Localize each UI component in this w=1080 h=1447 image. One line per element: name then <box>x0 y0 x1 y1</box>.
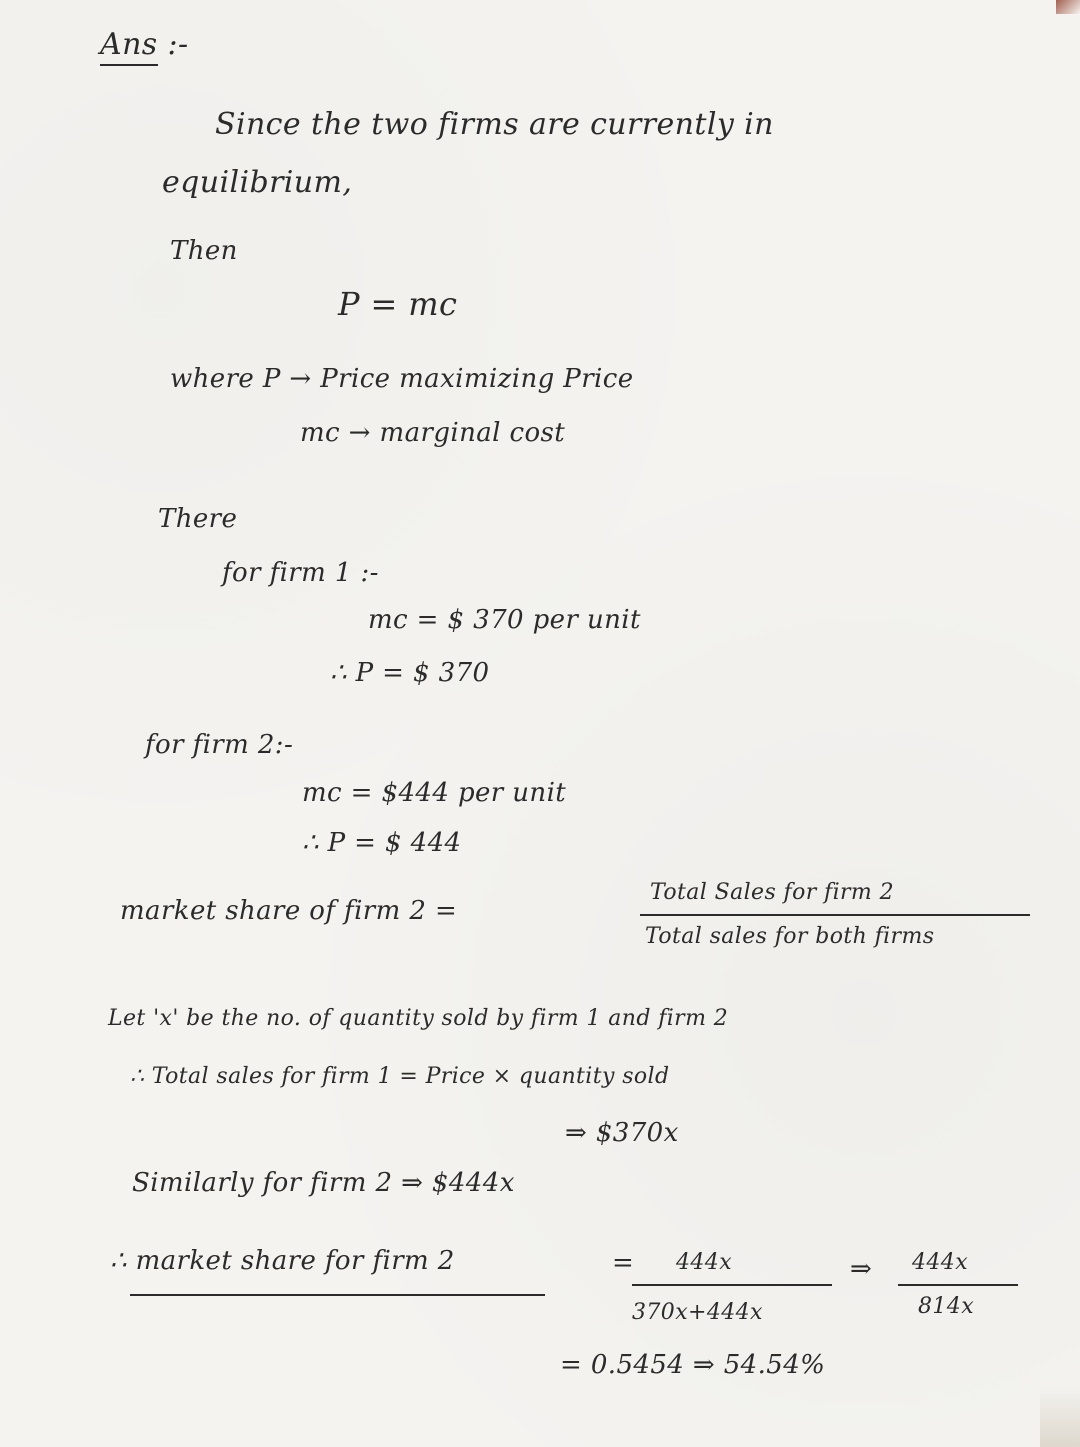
market-share-numerator: Total Sales for firm 2 <box>650 880 894 905</box>
firm2-heading: for firm 2:- <box>145 730 294 760</box>
market-share-denominator: Total sales for both firms <box>645 924 935 949</box>
final-result: = 0.5454 ⇒ 54.54% <box>560 1350 826 1380</box>
market-share-label: market share of firm 2 = <box>120 896 458 926</box>
market-share-fraction-bar <box>640 914 1030 916</box>
total-sales-firm1: ∴ Total sales for firm 1 = Price × quantity sold <box>130 1064 670 1089</box>
market-share-firm2-label: ∴ market share for firm 2 <box>110 1246 455 1276</box>
implies-arrow: ⇒ <box>850 1254 873 1284</box>
definition-mc: mc → marginal cost <box>300 418 566 448</box>
equation-p-equals-mc: P = mc <box>338 285 458 323</box>
equals-sign-1: = <box>612 1248 635 1278</box>
firm2-price: ∴ P = $ 444 <box>302 828 462 858</box>
firm1-heading: for firm 1 :- <box>222 558 379 588</box>
answer-heading-underline <box>100 64 158 66</box>
similarly-firm2: Similarly for firm 2 ⇒ $444x <box>132 1168 515 1198</box>
page-edge-shadow <box>1040 1387 1080 1447</box>
page-corner-mark <box>1056 0 1080 14</box>
fraction2-denominator: 814x <box>918 1294 974 1319</box>
answer-heading: Ans :- <box>100 27 189 62</box>
fraction2-numerator: 444x <box>912 1250 968 1275</box>
total-sales-firm1-result: ⇒ $370x <box>565 1118 679 1148</box>
fraction1-numerator: 444x <box>676 1250 732 1275</box>
intro-line-2: equilibrium, <box>162 165 353 200</box>
firm1-mc: mc = $ 370 per unit <box>368 605 641 635</box>
definition-p: where P → Price maximizing Price <box>170 364 634 394</box>
there-word: There <box>158 504 238 534</box>
firm2-mc: mc = $444 per unit <box>302 778 567 808</box>
fraction1-bar <box>632 1284 832 1286</box>
firm1-price: ∴ P = $ 370 <box>330 658 490 688</box>
let-x-definition: Let 'x' be the no. of quantity sold by firm 1 and firm 2 <box>108 1006 729 1031</box>
intro-line-1: Since the two firms are currently in <box>215 107 774 142</box>
then-word: Then <box>170 236 238 266</box>
fraction1-denominator: 370x+444x <box>632 1300 763 1325</box>
market-share-firm2-underline <box>130 1294 545 1296</box>
fraction2-bar <box>898 1284 1018 1286</box>
